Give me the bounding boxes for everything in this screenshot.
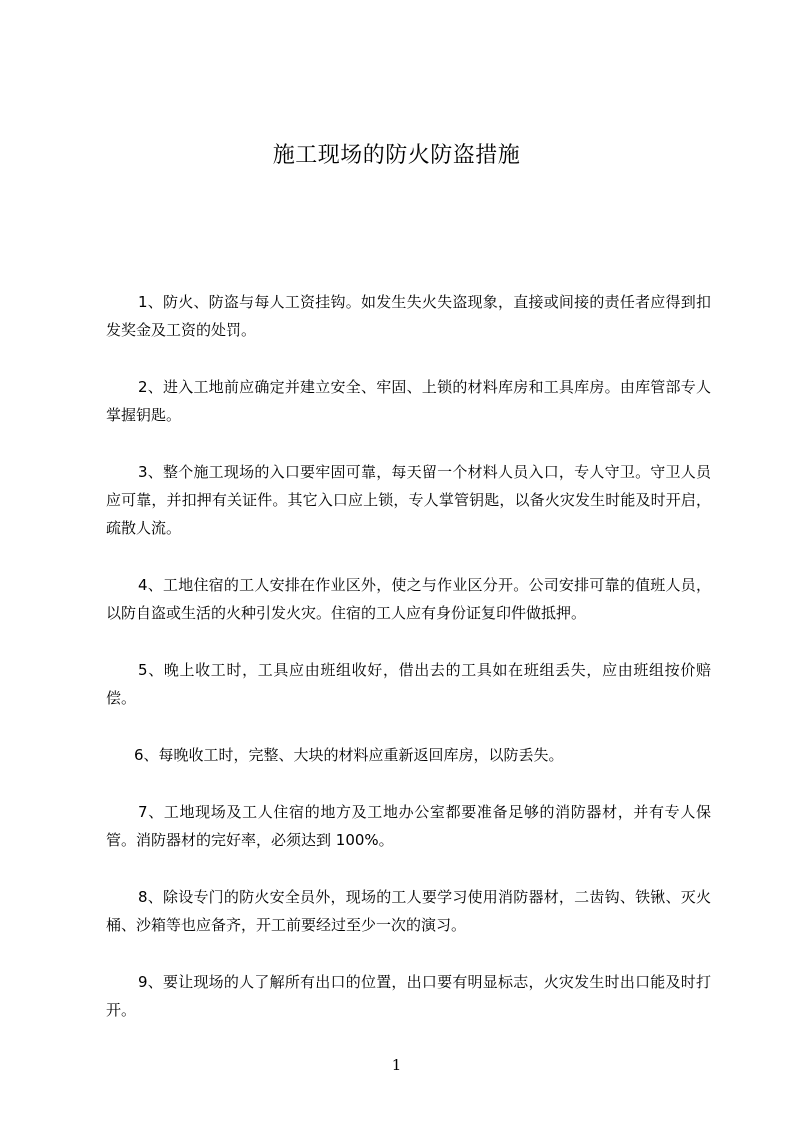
document-title: 施工现场的防火防盗措施 [272, 143, 521, 168]
list-item: 5、晚上收工时，工具应由班组收好，借出去的工具如在班组丢失，应由班组按价赔偿。 [106, 661, 711, 707]
list-item: 1、防火、防盗与每人工资挂钩。如发生失火失盗现象，直接或间接的责任者应得到扣发奖金及工资的处罚。 [106, 293, 711, 339]
list-item: 7、工地现场及工人住宿的地方及工地办公室都要准备足够的消防器材，并有专人保管。消防器材的完好率，必须达到 100%。 [106, 803, 711, 849]
list-item: 6、每晚收工时，完整、大块的材料应重新返回库房，以防丢失。 [134, 746, 564, 764]
list-item: 4、工地住宿的工人安排在作业区外，使之与作业区分开。公司安排可靠的值班人员，以防自盗或生活的火种引发火灾。住宿的工人应有身份证复印件做抵押。 [106, 576, 711, 622]
list-item: 8、除设专门的防火安全员外，现场的工人要学习使用消防器材，二齿钩、铁锹、灭火桶、沙箱等也应备齐，开工前要经过至少一次的演习。 [106, 888, 711, 934]
list-item: 2、进入工地前应确定并建立安全、牢固、上锁的材料库房和工具库房。由库管部专人掌握钥匙。 [106, 378, 711, 424]
list-item: 3、整个施工现场的入口要牢固可靠，每天留一个材料人员入口，专人守卫。守卫人员应可靠，并扣押有关证件。其它入口应上锁，专人掌管钥匙，以备火灾发生时能及时开启，疏散人流。 [106, 463, 711, 537]
list-item: 9、要让现场的人了解所有出口的位置，出口要有明显标志，火灾发生时出口能及时打开。 [106, 973, 711, 1019]
measures-list [106, 288, 711, 1053]
page-number: 1 [391, 1056, 402, 1074]
